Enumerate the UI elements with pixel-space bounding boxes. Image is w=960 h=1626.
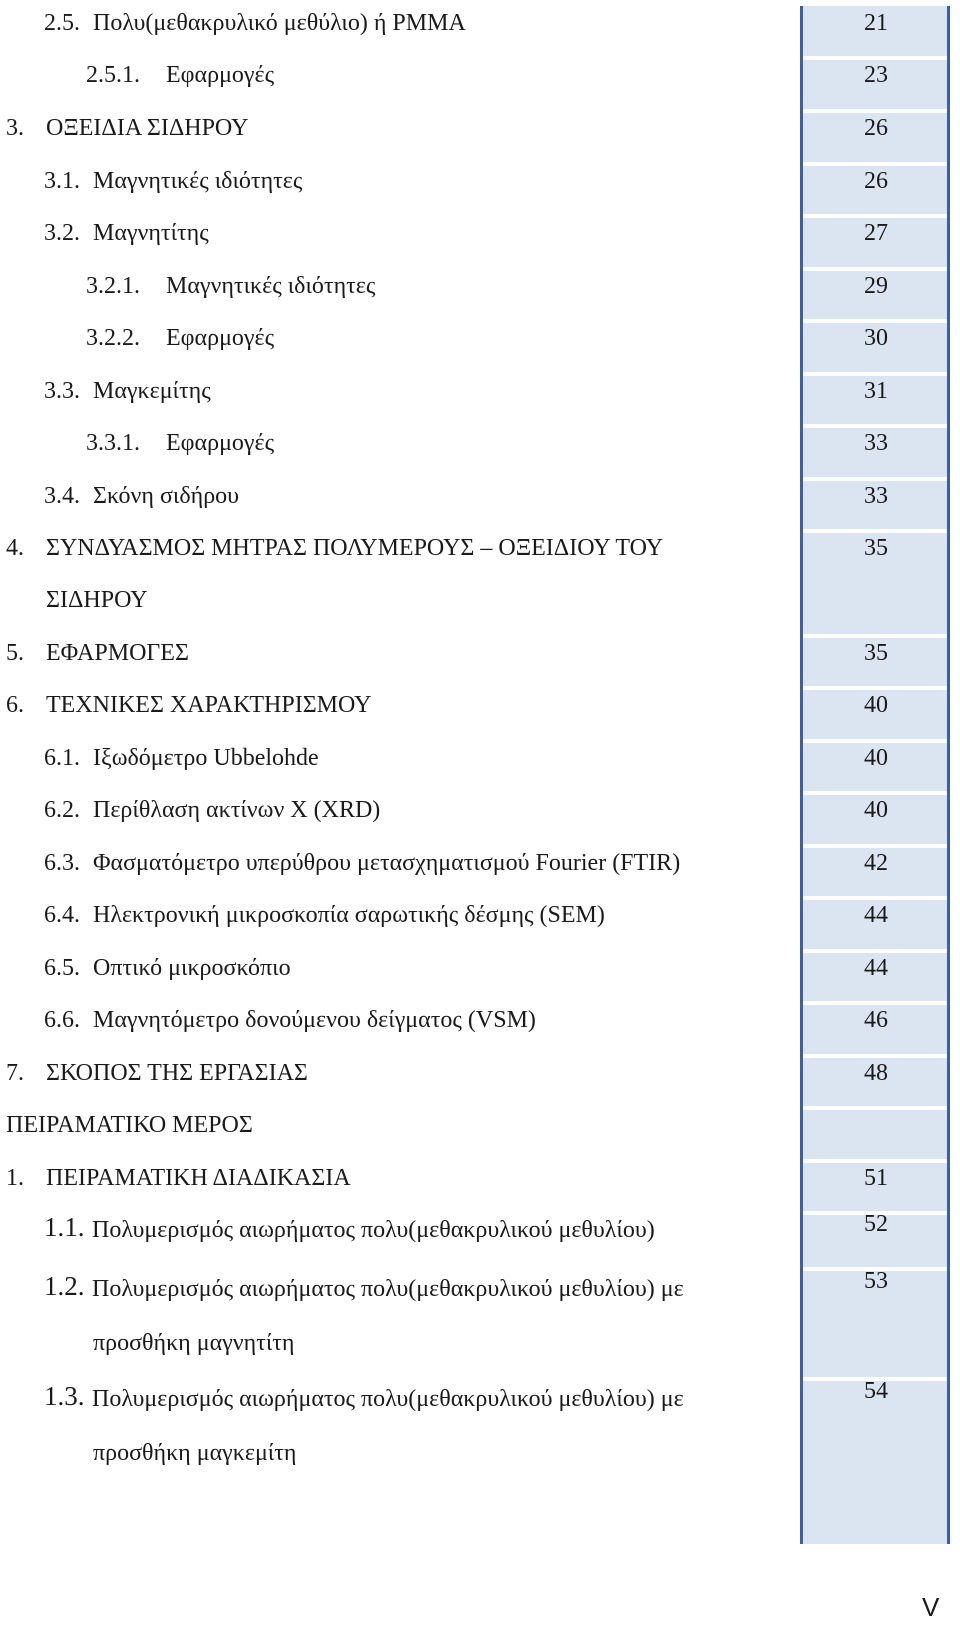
toc-title: ΟΞΕΙΔΙΑ ΣΙΔΗΡΟΥ [46, 115, 249, 141]
toc-number: 1.3. [44, 1381, 85, 1411]
toc-title: Εφαρμογές [166, 325, 275, 351]
toc-title: Ηλεκτρονική μικροσκοπία σαρωτικής δέσμης (SEM) [93, 902, 605, 928]
toc-page-cell [802, 6, 950, 56]
toc-page-number: 27 [864, 220, 888, 246]
toc-title: Πολυ(μεθακρυλικό μεθύλιο) ή PMMA [93, 10, 466, 36]
toc-page-number: 26 [864, 168, 888, 194]
toc-page-number: 33 [864, 430, 888, 456]
toc-title: Εφαρμογές [166, 430, 275, 456]
toc-page-cell [802, 1058, 950, 1106]
toc-page-cell [802, 271, 950, 319]
page-footer-number: V [922, 1592, 940, 1622]
toc-title: Μαγνητικές ιδιότητες [93, 168, 303, 194]
toc-page-cell [802, 1110, 950, 1159]
toc-number: 2.5. [44, 10, 80, 36]
toc-page-number: 23 [864, 62, 888, 88]
toc-page-number: 40 [864, 745, 888, 771]
toc-title: Μαγνητίτης [93, 220, 209, 246]
column-left-border [800, 6, 803, 1544]
toc-title: Πολυμερισμός αιωρήματος πολυ(μεθακρυλικού μεθυλίου) με [92, 1386, 684, 1412]
toc-title: Εφαρμογές [166, 62, 275, 88]
toc-title: Μαγνητόμετρο δονούμενου δείγματος (VSM) [93, 1007, 536, 1033]
toc-page-cell [802, 1378, 950, 1544]
toc-page-cell [802, 638, 950, 686]
toc-number: 3.3. [44, 378, 80, 404]
toc-number: 5. [6, 640, 24, 666]
toc-title: Οπτικό μικροσκόπιο [93, 955, 291, 981]
toc-number: 6.5. [44, 955, 80, 981]
toc-title: ΤΕΧΝΙΚΕΣ ΧΑΡΑΚΤΗΡΙΣΜΟΥ [46, 692, 372, 718]
toc-page-number: 21 [864, 10, 888, 36]
toc-number: 3.2.2. [86, 325, 140, 351]
toc-title: ΣΚΟΠΟΣ ΤΗΣ ΕΡΓΑΣΙΑΣ [46, 1060, 308, 1086]
toc-page-number: 46 [864, 1007, 888, 1033]
toc-page-cell [802, 218, 950, 267]
toc-page-cell [802, 953, 950, 1001]
toc-number: 3.2. [44, 220, 80, 246]
toc-page-cell [802, 60, 950, 109]
column-right-border [947, 6, 950, 1544]
toc-page-number: 30 [864, 325, 888, 351]
toc-page-cell [802, 376, 950, 424]
toc-number: 1.1. [44, 1212, 85, 1242]
toc-page-number: 48 [864, 1060, 888, 1086]
toc-title: Πολυμερισμός αιωρήματος πολυ(μεθακρυλικού μεθυλίου) με [92, 1276, 684, 1302]
toc-number: 3.3.1. [86, 430, 140, 456]
toc-number: 6.6. [44, 1007, 80, 1033]
toc-page-number: 35 [864, 535, 888, 561]
toc-page-number: 35 [864, 640, 888, 666]
toc-page-number: 44 [864, 955, 888, 981]
toc-number: 2.5.1. [86, 62, 140, 88]
toc-number: 4. [6, 535, 24, 561]
toc-page-cell [802, 1163, 950, 1211]
toc-number: 6.2. [44, 797, 80, 823]
toc-number: 6.4. [44, 902, 80, 928]
toc-number: 3.4. [44, 483, 80, 509]
toc-page-cell [802, 481, 950, 529]
toc-title: Μαγνητικές ιδιότητες [166, 273, 376, 299]
toc-page-cell [802, 428, 950, 477]
toc-page-number: 53 [864, 1268, 888, 1294]
toc-title: Σκόνη σιδήρου [93, 483, 240, 509]
toc-page-cell [802, 113, 950, 162]
toc-page-number: 44 [864, 902, 888, 928]
toc-page-number: 54 [864, 1378, 888, 1404]
toc-number: 1.2. [44, 1271, 85, 1301]
toc-page-number: 26 [864, 115, 888, 141]
toc-page-cell [802, 1005, 950, 1054]
toc-page-number: 29 [864, 273, 888, 299]
toc-page-cell [802, 848, 950, 896]
toc-title-continuation: προσθήκη μαγνητίτη [93, 1330, 295, 1356]
toc-number: 3.1. [44, 168, 80, 194]
toc-page-number: 31 [864, 378, 888, 404]
toc-number: 6.3. [44, 850, 80, 876]
toc-page-cell [802, 1211, 950, 1267]
toc-page-cell [802, 1268, 950, 1377]
toc-page-cell [802, 690, 950, 739]
toc-title-continuation: ΣΙΔΗΡΟΥ [46, 587, 148, 613]
toc-title: Πολυμερισμός αιωρήματος πολυ(μεθακρυλικού μεθυλίου) [92, 1217, 655, 1243]
toc-page-cell [802, 900, 950, 949]
toc-page-cell [802, 166, 950, 214]
toc-page-number: 52 [864, 1211, 888, 1237]
toc-page-number: 42 [864, 850, 888, 876]
toc-title: Φασματόμετρο υπερύθρου μετασχηματισμού Fourier (FTIR) [93, 850, 681, 876]
toc-number: 3. [6, 115, 24, 141]
toc-title: Περίθλαση ακτίνων X (XRD) [93, 797, 381, 823]
toc-number: 6. [6, 692, 24, 718]
toc-title: ΣΥΝΔΥΑΣΜΟΣ ΜΗΤΡΑΣ ΠΟΛΥΜΕΡΟΥΣ – ΟΞΕΙΔΙΟΥ ΤΟΥ [46, 535, 664, 561]
toc-title: ΕΦΑΡΜΟΓΕΣ [46, 640, 189, 666]
toc-number: 1. [6, 1165, 24, 1191]
toc-page-cell [802, 795, 950, 844]
toc-page-number: 40 [864, 797, 888, 823]
toc-title-continuation: προσθήκη μαγκεμίτη [93, 1440, 297, 1466]
toc-number: 3.2.1. [86, 273, 140, 299]
toc-page-number: 40 [864, 692, 888, 718]
toc-title: ΠΕΙΡΑΜΑΤΙΚΗ ΔΙΑΔΙΚΑΣΙΑ [46, 1165, 351, 1191]
toc-page-number: 33 [864, 483, 888, 509]
toc-page-cell [802, 323, 950, 372]
toc-page-cell [802, 533, 950, 634]
toc-title: Μαγκεμίτης [93, 378, 211, 404]
toc-page-cell [802, 743, 950, 791]
toc-number: 7. [6, 1060, 24, 1086]
toc-title: Ιξωδόμετρο Ubbelohde [93, 745, 319, 771]
toc-page-number: 51 [864, 1165, 888, 1191]
toc-section-heading: ΠΕΙΡΑΜΑΤΙΚΟ ΜΕΡΟΣ [6, 1112, 253, 1138]
toc-number: 6.1. [44, 745, 80, 771]
